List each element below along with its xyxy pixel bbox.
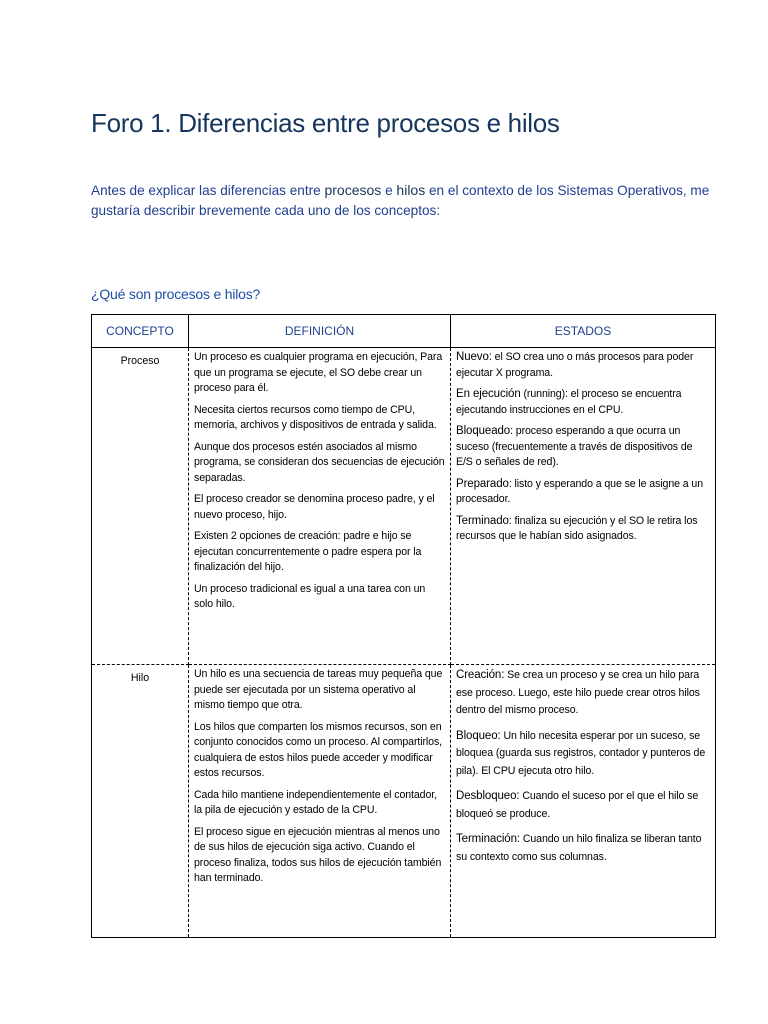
definition-paragraph: Un proceso tradicional es igual a una tarea con un solo hilo. — [194, 582, 426, 610]
intro-keyword-procesos: procesos — [324, 182, 382, 198]
state-item — [456, 350, 710, 381]
concept-hilo: Hilo — [92, 665, 189, 938]
definition-paragraph: Necesita ciertos recursos como tiempo de CPU, memoria, archivos y dispositivos de entrada y salida. — [194, 403, 437, 431]
table-header-row — [92, 315, 716, 348]
state-item — [456, 667, 710, 720]
state-text: Se crea un proceso y se crea un hilo para ese proceso. Luego, este hilo puede crear otros hilos dentro del mismo proceso. — [456, 669, 700, 716]
state-term: Desbloqueo: — [456, 790, 520, 802]
header-definicion: DEFINICIÓN — [189, 315, 451, 348]
state-text: : proceso esperando a que ocurra un suceso (frecuentemente a través de dispositivos de E/S o señales de red). — [456, 425, 693, 468]
definition-paragraph: Un hilo es una secuencia de tareas muy pequeña que puede ser ejecutada por un sistema operativo al mismo tiempo que otra. — [194, 668, 443, 711]
definition-paragraph: Cada hilo mantiene independientemente el contador, la pila de ejecución y estado de la CPU. — [194, 788, 437, 816]
section-title: ¿Qué son procesos e hilos? — [91, 286, 261, 302]
state-item — [456, 514, 710, 545]
state-item — [456, 477, 710, 508]
header-concepto: CONCEPTO — [92, 315, 189, 348]
state-term: En ejecución — [456, 388, 521, 400]
concepts-table — [91, 314, 716, 938]
state-item — [456, 387, 710, 418]
state-term: Creación: — [456, 669, 505, 681]
states-cell-proceso — [451, 348, 716, 665]
state-text: Un hilo necesita esperar por un suceso, se bloquea (guarda sus registros, contador y punteros de pila). El CPU ejecuta otro hilo. — [456, 729, 706, 777]
intro-text: Antes de explicar las diferencias entre — [91, 183, 325, 198]
state-text: (running): el proceso se encuentra ejecutando instrucciones en el CPU. — [456, 388, 682, 416]
intro-text: en el contexto de los Sistemas Operativos, me gustaría describir brevemente cada uno de los conceptos: — [91, 183, 710, 218]
concept-proceso: Proceso — [92, 348, 189, 665]
state-term: Terminación: — [456, 833, 520, 845]
intro-keyword-hilos: hilos — [396, 182, 426, 198]
state-item — [456, 424, 710, 471]
state-term: Bloqueo: — [456, 729, 501, 742]
intro-text: e — [381, 183, 397, 198]
state-item — [456, 788, 710, 823]
state-term: Terminado — [456, 514, 509, 527]
page-title: Foro 1. Diferencias entre procesos e hilos — [91, 108, 560, 138]
state-item — [456, 728, 710, 781]
definition-paragraph: El proceso creador se denomina proceso padre, y el nuevo proceso, hijo. — [194, 493, 435, 521]
definition-paragraph: Existen 2 opciones de creación: padre e hijo se ejecutan concurrentemente o padre espera por la finalización del hijo. — [194, 530, 422, 573]
table-row-hilo — [92, 665, 716, 938]
definition-cell-hilo — [189, 665, 451, 938]
state-text: : listo y esperando a que se le asigne a un procesador. — [456, 477, 703, 505]
definition-paragraph: Un proceso es cualquier programa en ejecución, Para que un programa se ejecute, el SO debe crear un proceso para él. — [194, 351, 443, 394]
definition-cell-proceso — [189, 348, 451, 665]
definition-paragraph: El proceso sigue en ejecución mientras al menos uno de sus hilos de ejecución siga activo. Cuando el proceso finaliza, todos sus hilos de ejecución también han terminado. — [194, 825, 442, 884]
definition-paragraph: Los hilos que comparten los mismos recursos, son en conjunto conocidos como un proceso. Al compartirlos, cualquiera de estos hilos puede acceder y modificar estos recursos. — [194, 720, 443, 779]
state-term: Preparado — [456, 477, 509, 490]
state-term: Nuevo: — [456, 351, 492, 363]
state-item — [456, 831, 710, 866]
state-text: Cuando el suceso por el que el hilo se bloqueó se produce. — [456, 790, 699, 820]
state-text: el SO crea uno o más procesos para poder ejecutar X programa. — [456, 351, 694, 379]
definition-paragraph: Aunque dos procesos estén asociados al mismo programa, se consideran dos secuencias de ejecución separadas. — [194, 440, 445, 484]
header-estados: ESTADOS — [451, 315, 716, 348]
intro-paragraph — [91, 180, 721, 221]
states-cell-hilo — [451, 665, 716, 938]
table-row-proceso — [92, 348, 716, 665]
state-term: Bloqueado — [456, 425, 511, 437]
state-text: Cuando un hilo finaliza se liberan tanto su contexto como sus columnas. — [456, 833, 702, 863]
state-text: : finaliza su ejecución y el SO le retira los recursos que le habían sido asignados. — [456, 514, 698, 542]
